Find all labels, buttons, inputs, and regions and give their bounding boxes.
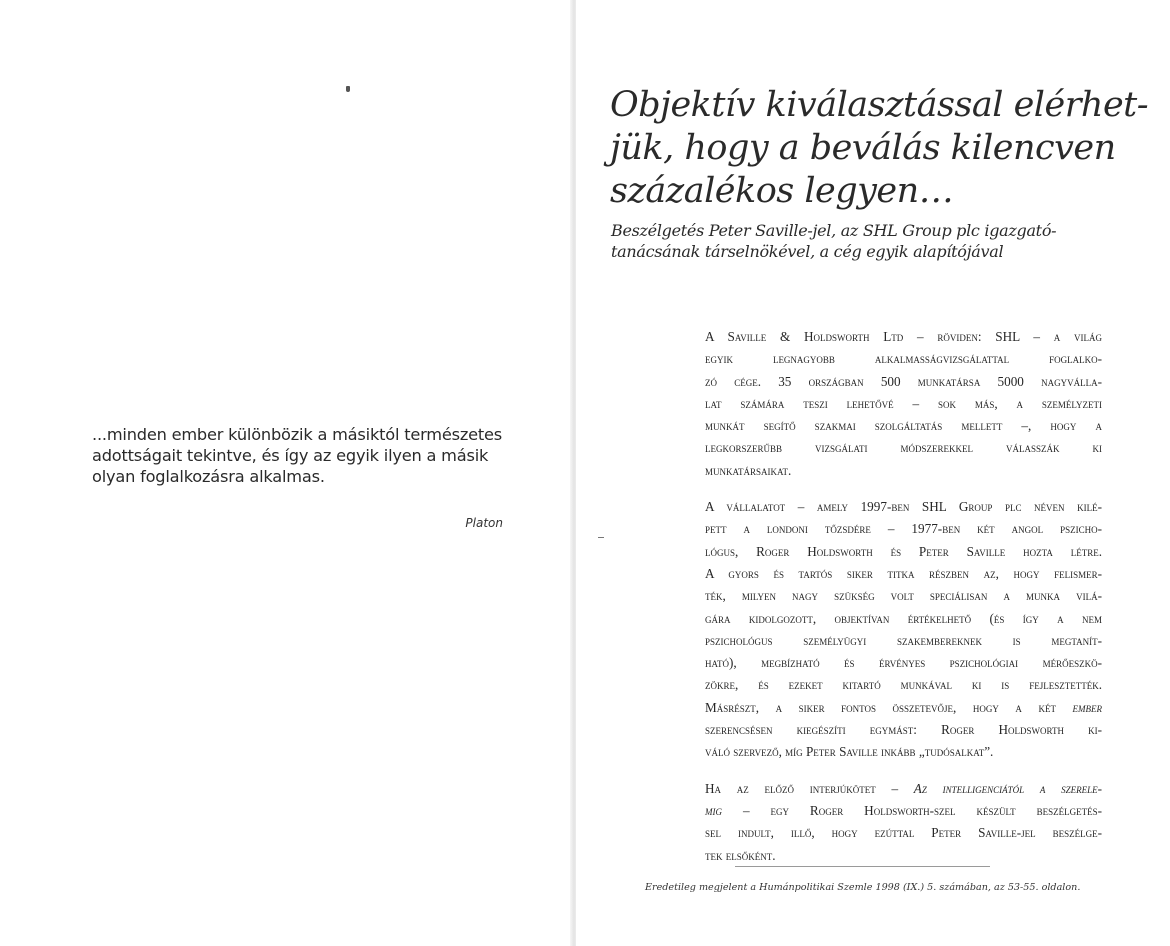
body-line: munkatársaikat. — [705, 462, 792, 478]
body-text: Ha az előző interjúkötet – — [705, 780, 914, 796]
quote-line: adottságait tekintve, és így az egyik ilyen a másik — [92, 446, 489, 465]
body-line: A gyors és tartós siker titka részben az, hogy felismer- — [705, 565, 1102, 581]
body-line: sel indult, illő, hogy ezúttal Peter Saville-jel beszélge- — [705, 825, 1102, 841]
subtitle-line: Beszélgetés Peter Saville-jel, az SHL Group plc igazgató- — [611, 221, 1057, 240]
title-line: Objektív kiválasztással elérhet- — [610, 85, 1149, 125]
footnote: Eredetileg megjelent a Humánpolitikai Szemle 1998 (IX.) 5. számában, az 53-55. oldalon. — [645, 882, 1081, 893]
paragraph-history — [705, 496, 1102, 764]
body-line: egyik legnagyobb alkalmasságvizsgálattal foglalko- — [705, 351, 1102, 367]
book-title: mig — [705, 802, 722, 818]
body-line: lógus, Roger Holdsworth és Peter Saville hozta létre. — [705, 543, 1102, 559]
paragraph-intro — [705, 326, 1102, 482]
paragraph-series — [705, 778, 1102, 867]
body-line: ték, milyen nagy szükség volt speciálisan a munka vilá- — [705, 588, 1102, 604]
body-line: tek elsőként. — [705, 847, 776, 863]
article-title — [610, 84, 1149, 213]
body-line: legkorszerűbb vizsgálati módszerekkel válasszák ki — [705, 440, 1102, 456]
epigraph-quote — [92, 424, 512, 487]
quote-author: Platon — [465, 516, 503, 530]
body-line: pett a londoni tőzsdére – 1977-ben két angol pszicho- — [705, 521, 1102, 537]
emphasis: ember — [1072, 699, 1102, 715]
book-title: Az intelligenciától a szerele- — [913, 780, 1102, 796]
footnote-divider — [735, 866, 990, 867]
quote-line: olyan foglalkozásra alkalmas. — [92, 467, 325, 486]
body-line: lat számára teszi lehetővé – sok más, a személyzeti — [705, 395, 1102, 411]
left-page — [0, 0, 572, 946]
title-line: százalékos legyen… — [610, 171, 954, 211]
ink-speck — [346, 86, 350, 92]
body-line: váló szervező, míg Peter Saville inkább „tudósalkat”. — [705, 744, 994, 760]
body-line: A vállalatot – amely 1997-ben SHL Group plc néven kilé- — [705, 499, 1102, 515]
body-line: ható), megbízható és érvényes pszichológiai mérőeszkö- — [705, 655, 1102, 671]
body-text: – egy Roger Holdsworth-szel készült beszélgetés- — [722, 802, 1102, 818]
subtitle-line: tanácsának társelnökével, a cég egyik alapítójával — [611, 242, 1004, 261]
article-body — [705, 326, 1102, 881]
article-subtitle — [611, 220, 1131, 262]
body-line: zökre, és ezeket kitartó munkával ki is fejlesztették. — [705, 677, 1102, 693]
body-text: Másrészt, a siker fontos összetevője, hogy a két — [705, 699, 1073, 715]
body-line: zó cége. 35 országban 500 munkatársa 5000 nagyválla- — [705, 373, 1102, 389]
body-line: A Saville & Holdsworth Ltd – röviden: SHL – a világ — [705, 329, 1102, 344]
quote-line: ...minden ember különbözik a másiktól természetes — [92, 425, 503, 444]
body-line — [705, 800, 1102, 822]
margin-mark — [598, 537, 604, 538]
body-line — [705, 697, 1102, 719]
body-line: szerencsésen kiegészíti egymást: Roger Holdsworth ki- — [705, 722, 1102, 738]
body-line: pszichológus személyügyi szakembereknek is megtanít- — [705, 632, 1102, 648]
title-line: jük, hogy a beválás kilencven — [610, 128, 1116, 168]
body-line — [705, 778, 1102, 800]
body-line: munkát segítő szakmai szolgáltatás mellett –, hogy a — [705, 418, 1102, 434]
body-line: gára kidolgozott, objektívan értékelhető (és így a nem — [705, 610, 1102, 626]
